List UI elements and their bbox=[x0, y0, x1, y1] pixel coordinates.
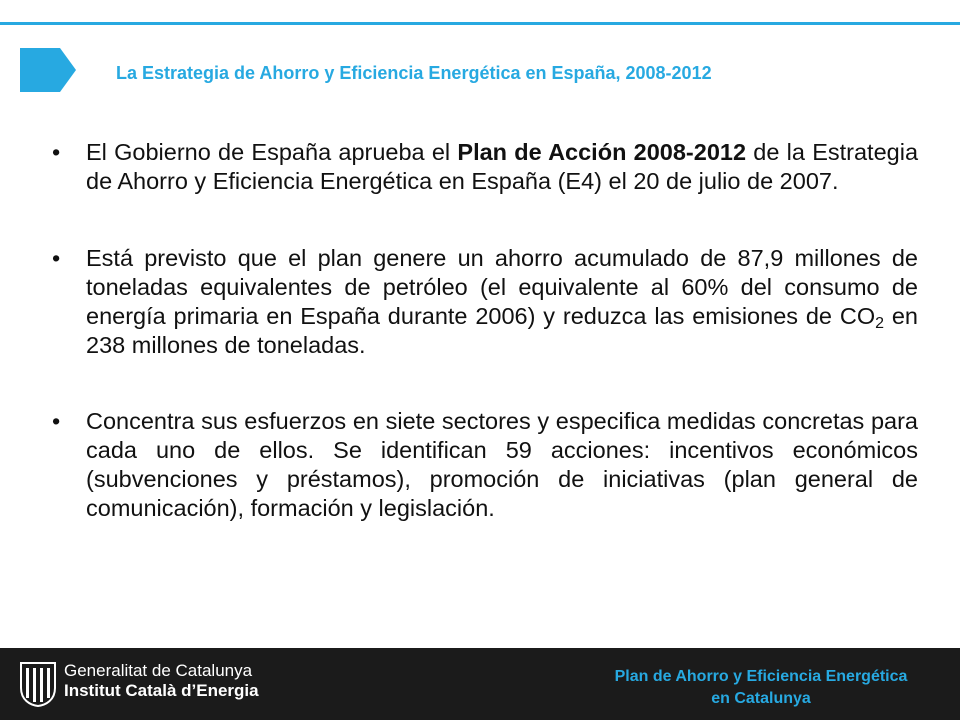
bullet-text: Está previsto que el plan genere un ahorro acumulado de 87,9 millones de toneladas equivalentes de petróleo (el equivalente al 60% del consumo de energía primaria en España durante 2006) y reduzca las emisiones de CO bbox=[86, 245, 918, 329]
bullet-text: de la Estrategia de Ahorro y Eficiencia Energética en España (E4) el 20 de julio de 2007. bbox=[86, 139, 919, 194]
top-accent-rule bbox=[0, 22, 960, 25]
bullet-dot: • bbox=[52, 408, 61, 434]
bullet-item bbox=[52, 244, 918, 360]
generalitat-logo-icon bbox=[18, 660, 58, 708]
bullet-item bbox=[52, 138, 918, 196]
bullet-dot: • bbox=[52, 245, 61, 271]
organization-name bbox=[64, 661, 259, 701]
bullet-text: El Gobierno de España aprueba el bbox=[86, 139, 458, 165]
bullet-dot: • bbox=[52, 139, 61, 165]
org-line-2: Institut Català d’Energia bbox=[64, 681, 259, 700]
slide-title: La Estrategia de Ahorro y Eficiencia Energética en España, 2008-2012 bbox=[116, 63, 712, 83]
org-line-1: Generalitat de Catalunya bbox=[64, 661, 253, 680]
bullet-text: en 238 millones de toneladas. bbox=[86, 303, 918, 358]
plan-line-1: Plan de Ahorro y Eficiencia Energética bbox=[614, 668, 908, 685]
arrow-tab-icon bbox=[20, 48, 76, 92]
subscript-text: 2 bbox=[875, 315, 885, 332]
bullet-bold-text: Plan de Acción 2008-2012 bbox=[457, 139, 747, 165]
bullet-item bbox=[52, 407, 918, 523]
plan-line-2: en Catalunya bbox=[711, 690, 811, 707]
footer-bar bbox=[0, 648, 960, 720]
slide-content bbox=[52, 138, 918, 523]
bullet-text: Concentra sus esfuerzos en siete sectores y especifica medidas concretas para cada uno de ellos. Se identifican 59 acciones: incentivos económicos (subvenciones y préstamos), promoción de iniciativas (plan general de comunicación), formación y legislación. bbox=[86, 408, 918, 521]
plan-title bbox=[586, 666, 936, 710]
